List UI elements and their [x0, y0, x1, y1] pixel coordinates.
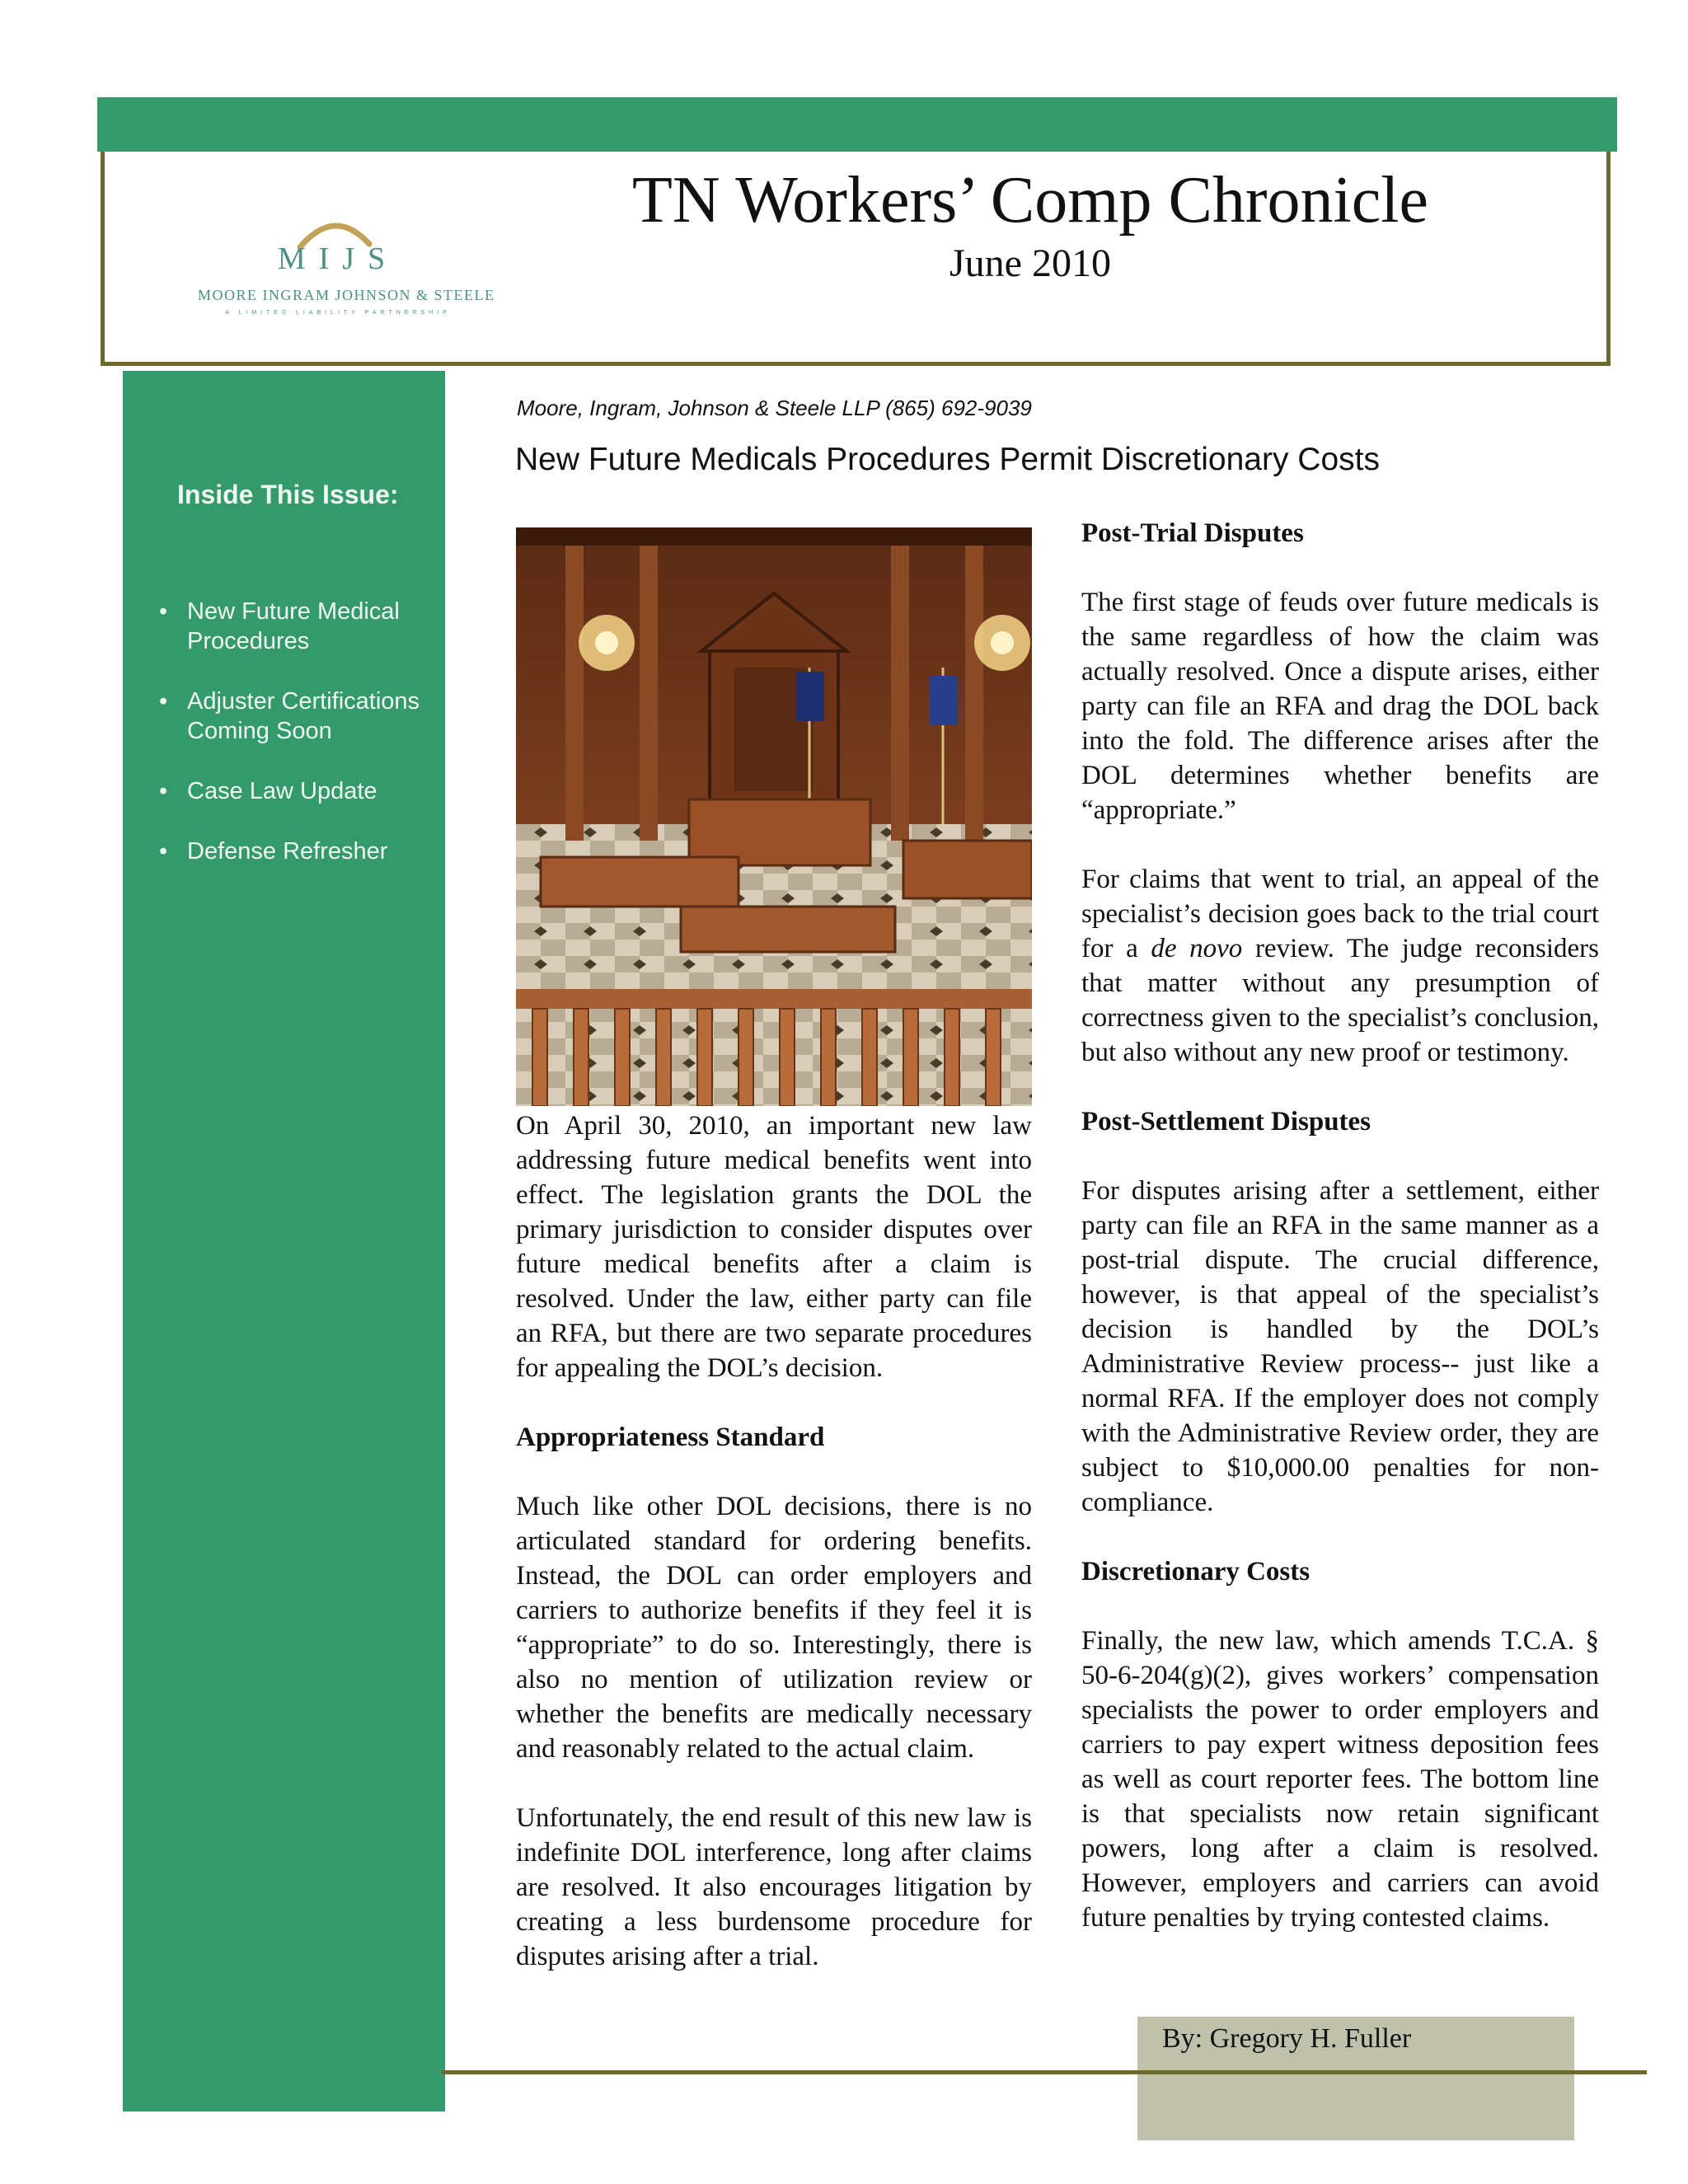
article-headline: New Future Medicals Procedures Permit Discretionary Costs	[515, 442, 1381, 477]
byline: By: Gregory H. Fuller	[1162, 2023, 1412, 2054]
firm-logo	[198, 206, 495, 321]
contents-item-case-law	[156, 776, 436, 806]
article-column-left	[516, 1108, 1032, 2008]
bottom-rule	[442, 2070, 1647, 2074]
body-paragraph: Much like other DOL decisions, there is no articulated standard for ordering benefits. Instead, the DOL can order employers and carriers to authorize benefits if they feel it is “appropriate” to do so. Interestingly, there is also no mention of utilization review or whether the benefits are medically necessary and reasonably related to the actual claim.	[516, 1492, 1032, 1764]
contents-item-new-future-medical	[156, 597, 436, 656]
logo-tagline: A LIMITED LIABILITY PARTNERSHIP	[225, 310, 451, 316]
bullet-icon: •	[159, 598, 168, 625]
italic-term: de novo	[1151, 934, 1243, 963]
body-paragraph-de-novo	[1081, 862, 1599, 1070]
sidebar-heading: Inside This Issue:	[177, 480, 399, 509]
contents-item-adjuster-certifications	[156, 687, 436, 746]
intro-paragraph: On April 30, 2010, an important new law addressing future medical benefits went into effect. The legislation grants the DOL the primary jurisdiction to consider disputes over future medical benefits after a claim is resolved. Under the law, either party can file an RFA, but there are two separate procedures for appealing the DOL’s decision.	[516, 1111, 1032, 1383]
bullet-icon: •	[159, 778, 168, 804]
section-heading: Discretionary Costs	[1081, 1557, 1311, 1586]
contents-item-label: Defense Refresher	[187, 838, 388, 865]
byline-box	[1137, 2017, 1574, 2140]
body-text: review. The judge reconsiders that matter without any presumption of correctness given to the specialist’s conclusion, but also without any new proof or testimony.	[1081, 934, 1599, 1067]
body-paragraph: For disputes arising after a settlement, either party can file an RFA in the same manner as a post-trial dispute. The crucial difference, however, is that appeal of the specialist’s decision is handled by the DOL’s Administrative Review process-- just like a normal RFA. If the employer does not comply with the Administrative Review order, they are subject to $10,000.00 penalties for non-compliance.	[1081, 1176, 1599, 1517]
bullet-icon: •	[159, 688, 168, 715]
body-paragraph: Finally, the new law, which amends T.C.A. § 50-6-204(g)(2), gives workers’ compensation specialists the power to order employers and carriers to pay expert witness deposition fees as well as court reporter fees. The bottom line is that specialists now retain significant powers, long after a claim is resolved. However, employers and carriers can avoid future penalties by trying contested claims.	[1081, 1626, 1599, 1933]
contents-item-defense-refresher	[156, 837, 436, 866]
contents-list	[156, 597, 436, 897]
issue-date: June 2010	[950, 241, 1111, 285]
sidebar	[123, 371, 445, 2111]
bullet-icon: •	[159, 838, 168, 865]
body-text: For claims that went to trial, an appeal of the specialist’s decision goes back to the trial court for a	[1081, 865, 1599, 963]
contents-item-label: Adjuster Certifications Coming Soon	[187, 688, 420, 744]
article-column-right	[1081, 516, 1599, 1970]
logo-firm-name: MOORE INGRAM JOHNSON & STEELE	[198, 287, 495, 303]
section-heading: Post-Settlement Disputes	[1081, 1107, 1372, 1137]
body-paragraph: Unfortunately, the end result of this new law is indefinite DOL interference, long after claims are resolved. It also encourages litigation by creating a less burdensome procedure for disputes arising after a trial.	[516, 1803, 1032, 1971]
contents-item-label: Case Law Update	[187, 778, 377, 804]
newsletter-title: TN Workers’ Comp Chronicle	[632, 164, 1428, 237]
firm-contact-line: Moore, Ingram, Johnson & Steele LLP (865) 692-9039	[517, 396, 1032, 420]
contents-item-label: New Future Medical Procedures	[187, 598, 400, 654]
logo-letters: MIJS	[277, 241, 399, 276]
courtroom-photo	[516, 527, 1032, 1106]
body-paragraph: The first stage of feuds over future medicals is the same regardless of how the claim was actually resolved. Once a dispute arises, either party can file an RFA and drag the DOL back into the fold. The difference arises after the DOL determines whether benefits are “appropriate.”	[1081, 588, 1599, 825]
section-heading: Post-Trial Disputes	[1081, 518, 1304, 548]
masthead-top-bar	[97, 97, 1617, 152]
section-heading: Appropriateness Standard	[516, 1422, 825, 1452]
